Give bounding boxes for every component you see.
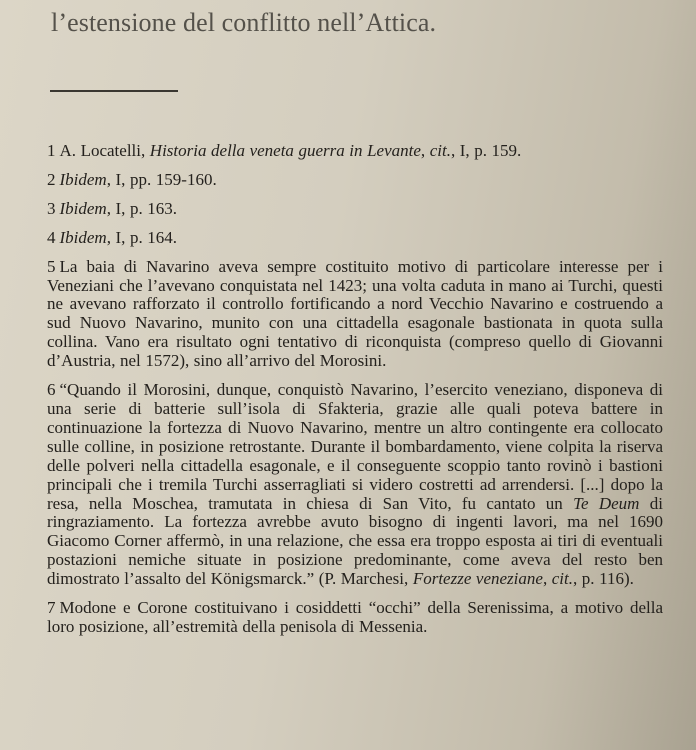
footnote-italic-text: Te Deum bbox=[573, 493, 640, 513]
footnote-7 bbox=[47, 599, 663, 637]
footnote-text: “Quando il Morosini, dunque, conquistò Navarino, l’esercito veneziano, disponeva di una serie di batterie sull’isola di Sfakteria, grazie alle quali poteva battere in continuazione la fortezza di Nuovo Navarino, mentre un altro contingente era collocato sulle colline, in posizione retrostante. Durante il bombardamento, viene colpita la riserva delle polveri nella cittadella esagonale, e il conseguente scoppio tanto rovinò i bastioni principali che i tremila Turchi asserragliati si videro costretti ad arrendersi. [...] dopo la resa, nella Moschea, tramutata in chiesa di San Vito, fu cantato un bbox=[47, 380, 663, 513]
footnote-text: , bbox=[420, 141, 430, 160]
footnote-number: 6 bbox=[47, 380, 56, 400]
footnote-text: di ringraziamento. La fortezza avrebbe avuto bisogno di ingenti lavori, ma nel 1690 Giacomo Corner affermò, in una relazione, che essa era troppo esposta ai tiri di eventuali postazioni nemiche situate in posizione predominante, come aveva del resto ben dimostrato l’assalto del Königsmarck.” (P. Marchesi, bbox=[47, 493, 663, 589]
footnote-text: La baia di Navarino aveva sempre costituito motivo di particolare interesse per i Veneziani che l’avevano conquistata nel 1423; una volta caduta in mano ai Turchi, questi ne avevano rafforzato il controllo fortificando a nord Vecchio Navarino e costruendo a sud Nuovo Navarino, munito con una cittadella esagonale bastionata in quota sulla collina. Vano era risultato ogni tentativo di riconquista (compreso quello di Giovanni d’Austria, nel 1572), sino all’arrivo del Morosini. bbox=[47, 256, 663, 371]
footnote-number: 2 bbox=[47, 169, 56, 189]
footnote-italic-text: Ibidem bbox=[59, 198, 107, 218]
footnotes bbox=[47, 142, 663, 647]
footnote-1 bbox=[47, 142, 663, 161]
footnote-number: 4 bbox=[47, 227, 56, 247]
footnote-italic-text: cit. bbox=[551, 569, 573, 589]
footnote-text: Modone e Corone costituivano i cosiddetti “occhi” della Serenissima, a motivo della loro posizione, all’estremità della penisola di Messenia. bbox=[47, 598, 663, 636]
footnote-text: A. Locatelli, bbox=[59, 141, 150, 160]
footnote-text: , I, pp. 159-160. bbox=[106, 169, 217, 189]
footnote-5 bbox=[47, 258, 663, 371]
footnote-separator-rule bbox=[50, 90, 178, 92]
footnote-italic-text: Historia della veneta guerra in Levante bbox=[149, 141, 421, 160]
footnote-text: , bbox=[542, 569, 552, 589]
footnote-italic-text: Ibidem bbox=[59, 227, 107, 247]
footnote-number: 7 bbox=[47, 598, 56, 618]
footnote-number: 3 bbox=[47, 198, 56, 218]
footnote-italic-text: Fortezze veneziane bbox=[412, 569, 543, 589]
footnote-2 bbox=[47, 171, 663, 190]
footnote-3 bbox=[47, 200, 663, 219]
footnote-text: , I, p. 159. bbox=[450, 141, 522, 160]
footnote-6 bbox=[47, 381, 663, 589]
footnote-italic-text: Ibidem bbox=[59, 169, 107, 189]
footnote-number: 1 bbox=[47, 141, 56, 160]
page-heading: l’estensione del conflitto nell’Attica. bbox=[51, 8, 437, 37]
footnote-text: , p. 116). bbox=[573, 569, 634, 589]
footnote-text: , I, p. 164. bbox=[106, 227, 178, 247]
footnote-4 bbox=[47, 229, 663, 248]
footnote-text: , I, p. 163. bbox=[106, 198, 178, 218]
footnote-italic-text: cit. bbox=[429, 141, 451, 160]
footnote-number: 5 bbox=[47, 256, 56, 276]
